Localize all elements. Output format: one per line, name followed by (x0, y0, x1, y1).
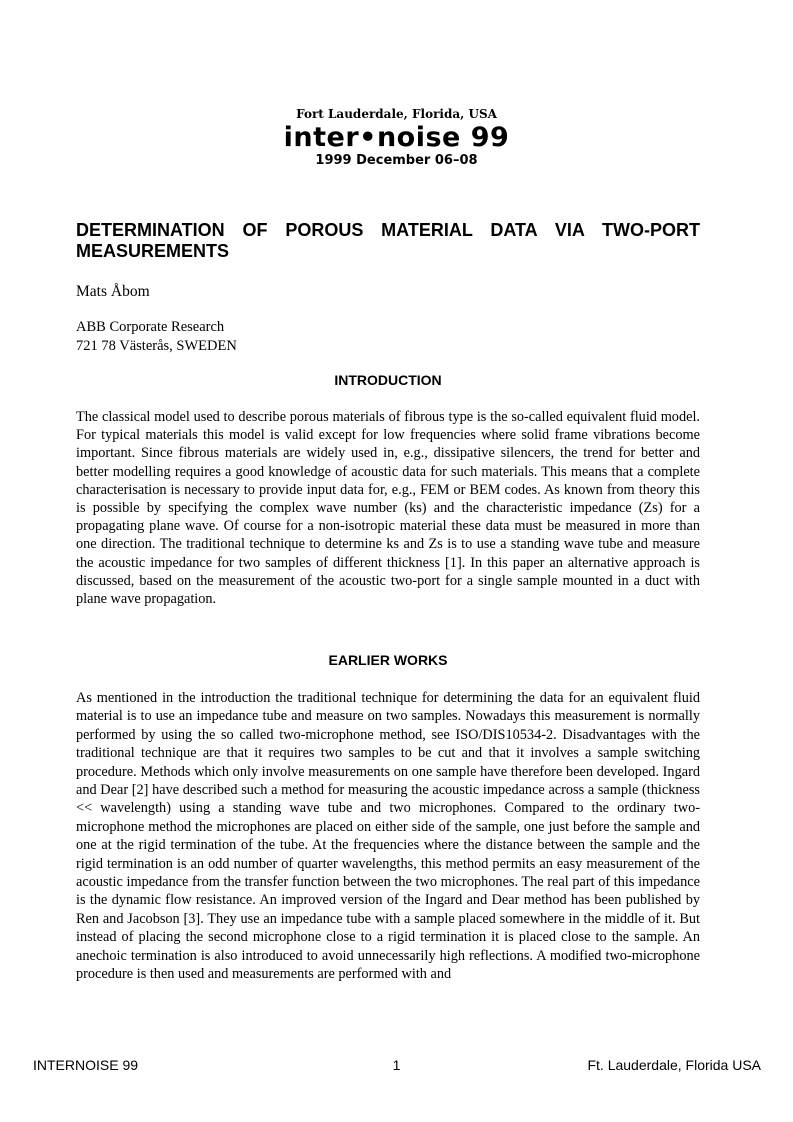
earlier-works-paragraph: As mentioned in the introduction the traditional technique for determining the data for an equivalent fluid material is to use an impedance tube and measure on two samples. Nowadays this measurement is normally performed by using the so called two-microphone method, see ISO/DIS10534-2. Disadvantages with the traditional technique are that it requires two samples to be cut and that it involves a sample switching procedure. Methods which only involve measurements on one sample have therefore been developed. Ingard and Dear [2] have described such a method for measuring the acoustic impedance across a sample (thickness << wavelength) using a standing wave tube and two microphones. Compared to the ordinary two-microphone method the microphones are placed on either side of the sample, one just before the sample and one at the rigid termination of the tube. At the frequencies where the distance between the sample and the rigid termination is an odd number of quarter wavelengths, this method permits an easy measurement of the acoustic impedance from the transfer function between the two microphones. The real part of this impedance is the dynamic flow resistance. An improved version of the Ingard and Dear method has been published by Ren and Jacobson [3]. They use an impedance tube with a sample placed somewhere in the middle of it. But instead of placing the second microphone close to a rigid termination it is placed close to the sample. An anechoic termination is also introduced to avoid unnecessarily high reflections. A modified two-microphone procedure is then used and measurements are performed with and (76, 690, 700, 983)
footer-page-number: 1 (392, 1057, 401, 1073)
conference-header (0, 106, 793, 169)
footer-location: Ft. Lauderdale, Florida USA (587, 1057, 761, 1073)
author-affiliation (76, 318, 237, 356)
conference-location: Fort Lauderdale, Florida, USA (296, 107, 497, 121)
affiliation-organization: ABB Corporate Research (76, 319, 225, 335)
introduction-paragraph: The classical model used to describe porous materials of fibrous type is the so-called equivalent fluid model. For typical materials this model is valid except for low frequencies where solid frame vibrations become important. Since fibrous materials are widely used in, e.g., dissipative silencers, the trend for better and better modelling requires a good knowledge of acoustic data for such materials. This means that a complete characterisation is necessary to provide input data for, e.g., FEM or BEM codes. As known from theory this is possible by specifying the complex wave number (ks) and the characteristic impedance (Zs) for a propagating plane wave. Of course for a non-isotropic material these data must be measured in more than one direction. The traditional technique to determine ks and Zs is to use a standing wave tube and measure the acoustic impedance for two samples of different thickness [1]. In this paper an alternative approach is discussed, based on the measurement of the acoustic two-port for a single sample mounted in a duct with plane wave propagation. (76, 409, 700, 608)
author-name: Mats Åbom (76, 283, 150, 300)
affiliation-address: 721 78 Västerås, SWEDEN (76, 338, 237, 354)
conference-dates: 1999 December 06–08 (315, 153, 478, 168)
paper-title: DETERMINATION OF POROUS MATERIAL DATA VIA TWO-PORT MEASUREMENTS (76, 220, 700, 261)
earlier-works-heading: EARLIER WORKS (328, 652, 448, 668)
introduction-heading: INTRODUCTION (334, 372, 442, 388)
footer-conference: INTERNOISE 99 (33, 1057, 139, 1073)
conference-logo: inter•noise 99 (283, 122, 510, 153)
